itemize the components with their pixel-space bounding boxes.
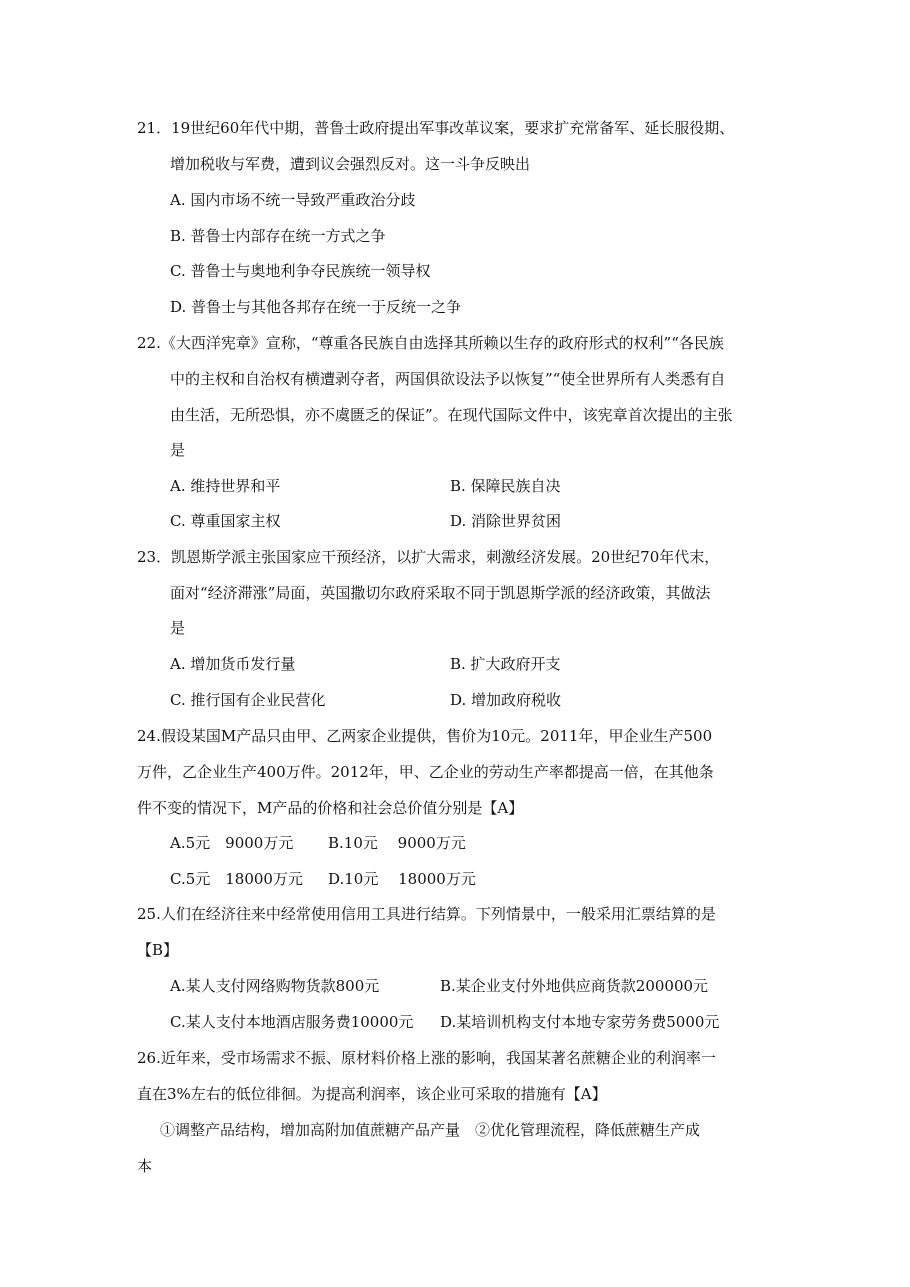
statement-list: 本 — [137, 1157, 153, 1175]
option-b: B.某企业支付外地供应商货款200000元 — [440, 977, 709, 995]
option-d: D. 增加政府税收 — [450, 691, 562, 709]
question-text: 件不变的情况下，M产品的价格和社会总价值分别是【A】 — [137, 799, 524, 817]
question-text: 由生活，无所恐惧，亦不虞匮乏的保证”。在现代国际文件中，该宪章首次提出的主张 — [170, 406, 733, 424]
option-a: A.某人支付网络购物货款800元 — [170, 977, 380, 995]
option-d: D.10元 18000万元 — [328, 870, 476, 888]
question-text: 24.假设某国M产品只由甲、乙两家企业提供，售价为10元。2011年，甲企业生产500 — [137, 727, 713, 745]
question-text: 21．19世纪60年代中期，普鲁士政府提出军事改革议案，要求扩充常备军、延长服役期、 — [137, 119, 735, 137]
question-text: 万件，乙企业生产400万件。2012年，甲、乙企业的劳动生产率都提高一倍，在其他条 — [137, 763, 714, 781]
question-text: 是 — [170, 441, 186, 459]
question-text: 25.人们在经济往来中经常使用信用工具进行结算。下列情景中，一般采用汇票结算的是 — [137, 905, 716, 923]
option-a: A. 国内市场不统一导致严重政治分歧 — [170, 191, 416, 209]
option-c: C. 推行国有企业民营化 — [170, 691, 326, 709]
option-b: B.10元 9000万元 — [328, 834, 466, 852]
option-a: A. 增加货币发行量 — [170, 655, 296, 673]
question-text: 面对“经济滞涨”局面，英国撒切尔政府采取不同于凯恩斯学派的经济政策，其做法 — [170, 584, 711, 602]
question-text: 23．凯恩斯学派主张国家应干预经济，以扩大需求，刺激经济发展。20世纪70年代末， — [137, 548, 720, 566]
answer-mark: 【B】 — [137, 941, 179, 959]
question-text: 26.近年来，受市场需求不振、原材料价格上涨的影响，我国某著名蔗糖企业的利润率一 — [137, 1049, 716, 1067]
option-b: B. 扩大政府开支 — [450, 655, 561, 673]
question-text: 是 — [170, 619, 186, 637]
option-d: D. 普鲁士与其他各邦存在统一于反统一之争 — [170, 298, 462, 316]
question-text: 直在3%左右的低位徘徊。为提高利润率，该企业可采取的措施有【A】 — [137, 1085, 607, 1103]
option-b: B. 保障民族自决 — [450, 477, 561, 495]
option-a: A. 维持世界和平 — [170, 477, 281, 495]
option-c: C. 普鲁士与奥地利争夺民族统一领导权 — [170, 262, 431, 280]
statement-list: ①调整产品结构，增加高附加值蔗糖产品产量 ②优化管理流程，降低蔗糖生产成 — [160, 1121, 701, 1139]
option-c: C.5元 18000万元 — [170, 870, 303, 888]
option-c: C. 尊重国家主权 — [170, 512, 281, 530]
question-text: 增加税收与军费，遭到议会强烈反对。这一斗争反映出 — [170, 155, 531, 173]
option-c: C.某人支付本地酒店服务费10000元 — [170, 1013, 414, 1031]
option-b: B. 普鲁士内部存在统一方式之争 — [170, 227, 386, 245]
option-d: D.某培训机构支付本地专家劳务费5000元 — [440, 1013, 720, 1031]
option-d: D. 消除世界贫困 — [450, 512, 562, 530]
question-text: 中的主权和自治权有横遭剥夺者，两国俱欲设法予以恢复”“使全世界所有人类悉有自 — [170, 370, 726, 388]
option-a: A.5元 9000万元 — [170, 834, 294, 852]
question-text: 22.《大西洋宪章》宣称，“尊重各民族自由选择其所赖以生存的政府形式的权利”“各民族 — [137, 334, 724, 352]
